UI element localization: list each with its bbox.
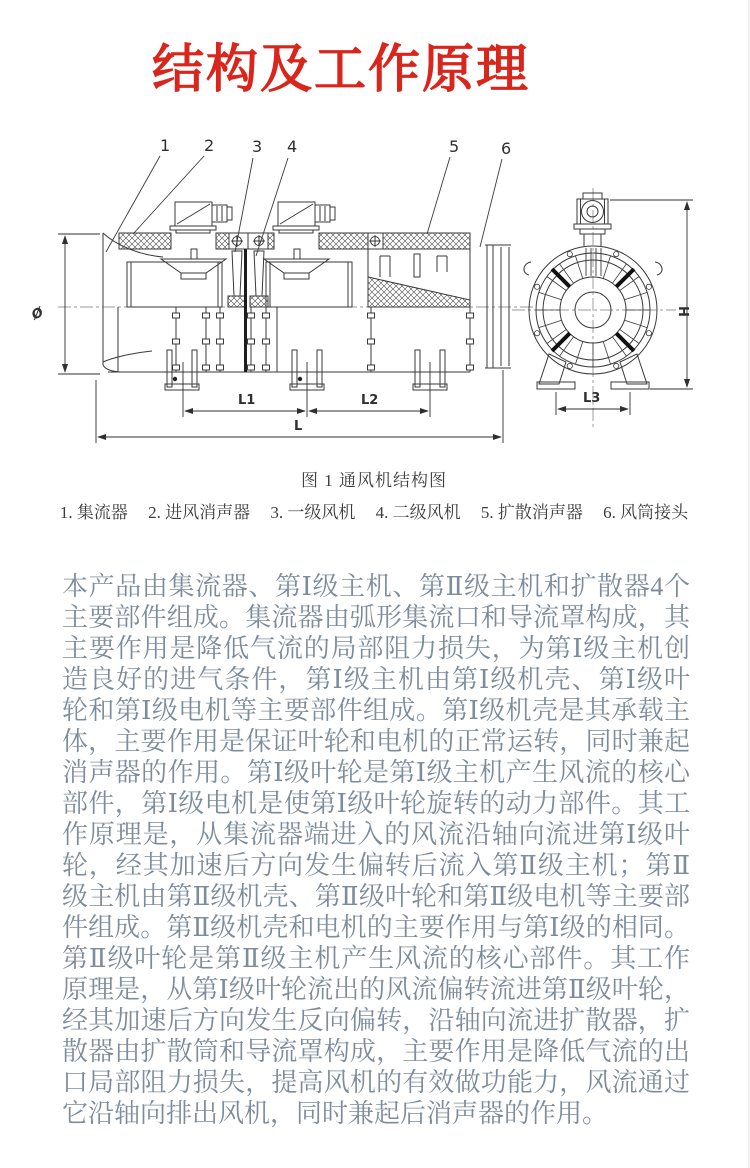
part-item-2: 2. 进风消声器 — [148, 503, 251, 522]
end-view-motor-box — [574, 193, 611, 246]
dim-l1: L1 — [238, 393, 256, 408]
callout-6: 6 — [501, 139, 512, 158]
diffuser-silencer-wedge — [368, 249, 470, 307]
part-item-3: 3. 一级风机 — [270, 503, 356, 522]
dimensions-end — [556, 200, 693, 415]
part-item-1: 1. 集流器 — [59, 503, 128, 522]
duct-connector — [485, 245, 511, 368]
fan-structure-diagram — [0, 130, 750, 460]
dim-l2: L2 — [361, 393, 379, 408]
callout-3: 3 — [252, 137, 263, 156]
dim-diameter: Ø — [29, 304, 47, 324]
dim-l3: L3 — [583, 391, 601, 406]
part-item-6: 6. 风筒接头 — [603, 503, 689, 522]
figure-caption: 图 1 通风机结构图 — [301, 471, 447, 490]
side-view — [58, 202, 535, 390]
fan-structure-drawing — [0, 130, 750, 460]
callout-2: 2 — [204, 136, 215, 155]
callout-5: 5 — [449, 137, 460, 156]
impeller-cones — [228, 251, 268, 307]
callout-1: 1 — [160, 136, 171, 155]
motor-strut — [586, 248, 601, 276]
figure-parts-legend — [0, 498, 748, 523]
part-item-5: 5. 扩散消声器 — [480, 503, 583, 522]
callout-4: 4 — [287, 137, 298, 156]
page-title: 结构及工作原理 — [152, 41, 531, 99]
inlet-collector — [103, 233, 163, 372]
dim-l: L — [294, 419, 303, 434]
part-item-4: 4. 二级风机 — [375, 503, 461, 522]
flange-bolts — [173, 313, 474, 370]
silencer-band — [119, 233, 470, 249]
description-paragraph: 本产品由集流器、第Ⅰ级主机、第Ⅱ级主机和扩散器4个主要部件组成。集流器由弧形集流口和导流罩构成，其主要作用是降低气流的局部阻力损失，为第Ⅰ级主机创造良好的进气条件，第Ⅰ级主机由第Ⅰ级机壳、第Ⅰ级叶轮和第Ⅰ级电机等主要部件组成。第Ⅰ级机壳是其承载主体，主要作用是保证叶轮和电机的正常运转，同时兼起消声器的作用。第Ⅰ级叶轮是第Ⅰ级主机产生风流的核心部件，第Ⅰ级电机是使第Ⅰ级叶轮旋转的动力部件。其工作原理是，从集流器端进入的风流沿轴向流进第Ⅰ级叶轮，经其加速后方向发生偏转后流入第Ⅱ级主机；第Ⅱ级主机由第Ⅱ级机壳、第Ⅱ级叶轮和第Ⅱ级电机等主要部件组成。第Ⅱ级机壳和电机的主要作用与第Ⅰ级的相同。第Ⅱ级叶轮是第Ⅱ级主机产生风流的核心部件。其工作原理是，从第Ⅰ级叶轮流出的风流偏转流进第Ⅱ级叶轮，经其加速后方向发生反向偏转，沿轴向流进扩散器，扩散器由扩散筒和导流罩构成，主要作用是降低气流的出口局部阻力损失，提高风机的有效做功能力，风流通过它沿轴向排出风机，同时兼起后消声器的作用。 — [62, 572, 690, 1128]
dim-h: H — [675, 306, 690, 317]
